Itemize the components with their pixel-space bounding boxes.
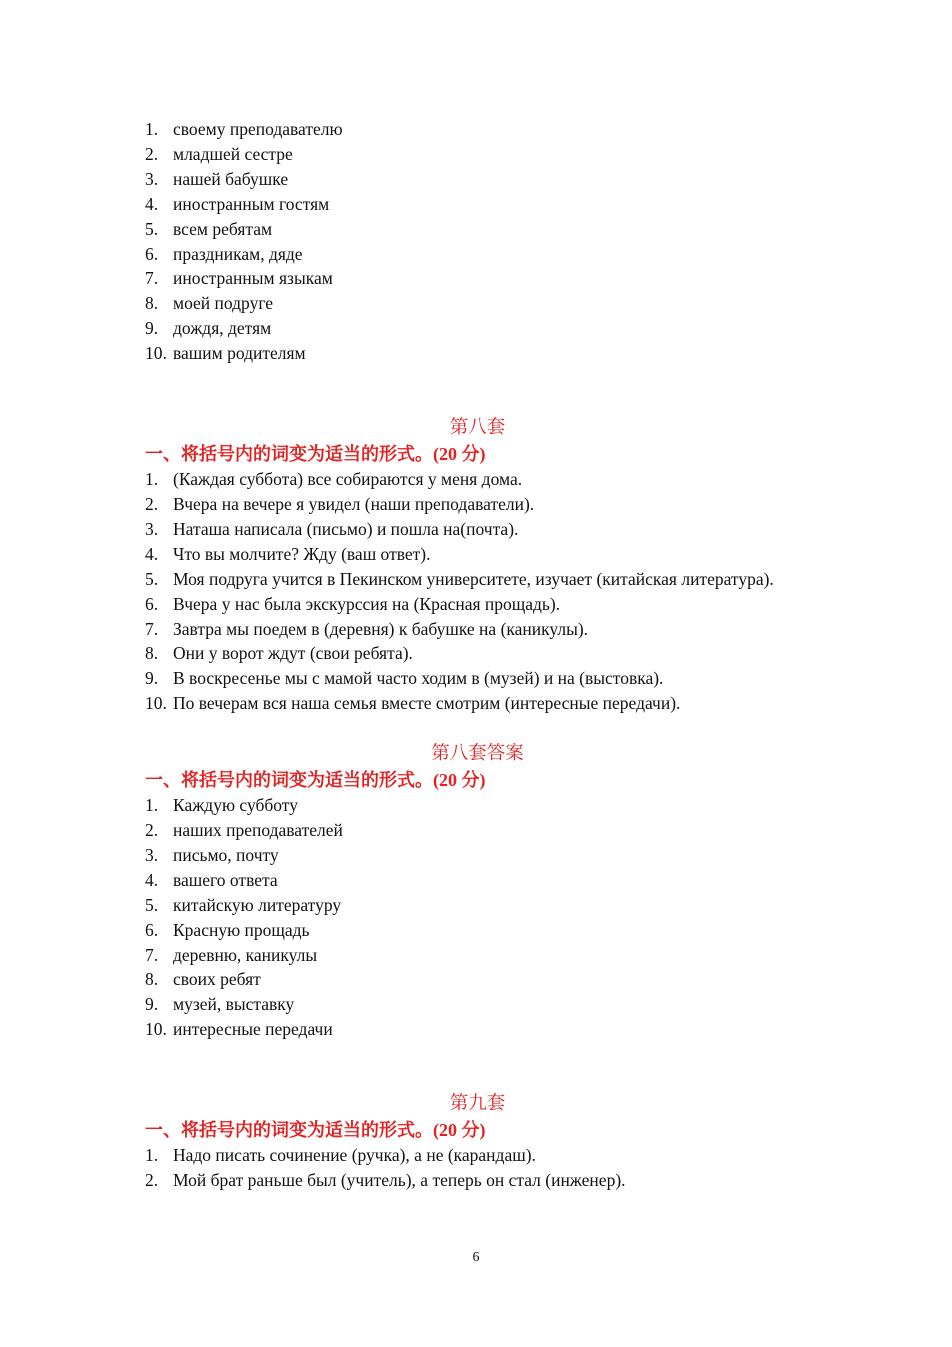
list-item [145,967,810,992]
item-text: В воскресенье мы с мамой часто ходим в (музей) и на (выстовка). [173,668,664,689]
set8-question-list [145,467,810,716]
list-item [145,167,810,192]
list-item [145,517,810,542]
item-text: письмо, почту [173,844,279,865]
list-item [145,868,810,893]
item-number: 1. [145,1145,159,1166]
list-item [145,943,810,968]
item-number: 5. [145,894,159,915]
item-text: своих ребят [173,969,261,990]
list-item [145,192,810,217]
list-item [145,691,810,716]
item-text: По вечерам вся наша семья вместе смотрим (интересные передачи). [173,693,681,714]
item-number: 5. [145,568,159,589]
item-number: 5. [145,218,159,239]
set8-heading: 第八套 [449,418,506,439]
set8-task-title: 一、将括号内的词变为适当的形式。(20 分) [145,444,486,465]
list-item [145,1168,810,1193]
item-number: 4. [145,543,159,564]
item-number: 10. [145,1019,167,1040]
list-item [145,341,810,366]
item-text: деревню, каникулы [173,944,318,965]
set9-task-title: 一、将括号内的词变为适当的形式。(20 分) [145,1120,486,1141]
list-item [145,467,810,492]
item-text: дождя, детям [173,318,272,339]
item-text: своему преподавателю [173,119,343,139]
set8-answer-list [145,793,810,1042]
item-text: всем ребятам [173,218,273,239]
item-text: Завтра мы поедем в (деревня) к бабушке на (каникулы). [173,618,589,639]
list-item [145,492,810,517]
item-text: Моя подруга учится в Пекинском университете, изучает (китайская литература). [173,568,774,589]
item-number: 7. [145,944,159,965]
item-text: младшей сестре [173,143,293,164]
item-number: 6. [145,919,159,940]
item-text: Мой брат раньше был (учитель), а теперь он стал (инженер). [173,1170,626,1191]
list-item [145,818,810,843]
item-text: интересные передачи [173,1019,333,1040]
list-item [145,242,810,267]
list-item [145,266,810,291]
list-item [145,918,810,943]
item-text: (Каждая суббота) все собираются у меня дома. [173,469,523,490]
list-item [145,316,810,341]
item-number: 1. [145,119,159,139]
item-number: 10. [145,693,167,714]
list-item [145,793,810,818]
item-number: 7. [145,268,159,289]
list-item [145,217,810,242]
list-item [145,142,810,167]
item-number: 6. [145,243,159,264]
item-text: Наташа написала (письмо) и пошла на(почта). [173,518,519,539]
item-text: нашей бабушке [173,168,289,189]
item-number: 7. [145,618,159,639]
item-number: 9. [145,994,159,1015]
item-number: 10. [145,343,167,364]
set9-question-list [145,1143,810,1193]
list-item [145,117,810,142]
item-text: Каждую субботу [173,795,298,816]
item-text: Они у ворот ждут (свои ребята). [173,643,413,664]
set9-heading: 第九套 [449,1094,506,1115]
item-number: 3. [145,168,159,189]
item-number: 8. [145,969,159,990]
item-text: Что вы молчите? Жду (ваш ответ). [173,543,431,564]
item-text: Вчера на вечере я увидел (наши преподаватели). [173,493,535,514]
item-text: вашего ответа [173,869,278,890]
item-number: 1. [145,795,159,816]
item-number: 9. [145,668,159,689]
list-item [145,542,810,567]
item-text: китайскую литературу [173,894,342,915]
item-number: 9. [145,318,159,339]
item-text: праздникам, дяде [173,243,303,264]
set8-answers-heading: 第八套答案 [431,744,524,765]
set8-answers-task-title: 一、将括号内的词变为适当的形式。(20 分) [145,770,486,791]
list-item [145,291,810,316]
item-number: 1. [145,469,159,490]
item-number: 8. [145,643,159,664]
list-item [145,1143,810,1168]
item-text: Красную прощадь [173,919,310,940]
list-item [145,843,810,868]
list-item [145,1017,810,1042]
item-number: 2. [145,143,159,164]
item-text: моей подруге [173,293,274,314]
item-text: музей, выставку [173,994,295,1015]
item-text: Вчера у нас была экскурссия на (Красная прощадь). [173,593,561,614]
item-text: Надо писать сочинение (ручка), а не (карандаш). [173,1145,536,1166]
list-item [145,617,810,642]
item-number: 3. [145,844,159,865]
item-text: иностранным гостям [173,193,330,214]
list-item [145,666,810,691]
answer-list-previous [145,117,810,366]
page-content [145,117,810,1193]
list-item [145,592,810,617]
list-item [145,567,810,592]
item-text: наших преподавателей [173,820,343,841]
list-item [145,893,810,918]
item-number: 4. [145,869,159,890]
item-number: 2. [145,820,159,841]
item-number: 2. [145,493,159,514]
page-number: 6 [472,1250,480,1265]
item-number: 6. [145,593,159,614]
item-number: 4. [145,193,159,214]
item-number: 2. [145,1170,159,1191]
item-number: 3. [145,518,159,539]
list-item [145,992,810,1017]
item-text: иностранным языкам [173,268,333,289]
item-number: 8. [145,293,159,314]
list-item [145,641,810,666]
item-text: вашим родителям [173,343,306,364]
